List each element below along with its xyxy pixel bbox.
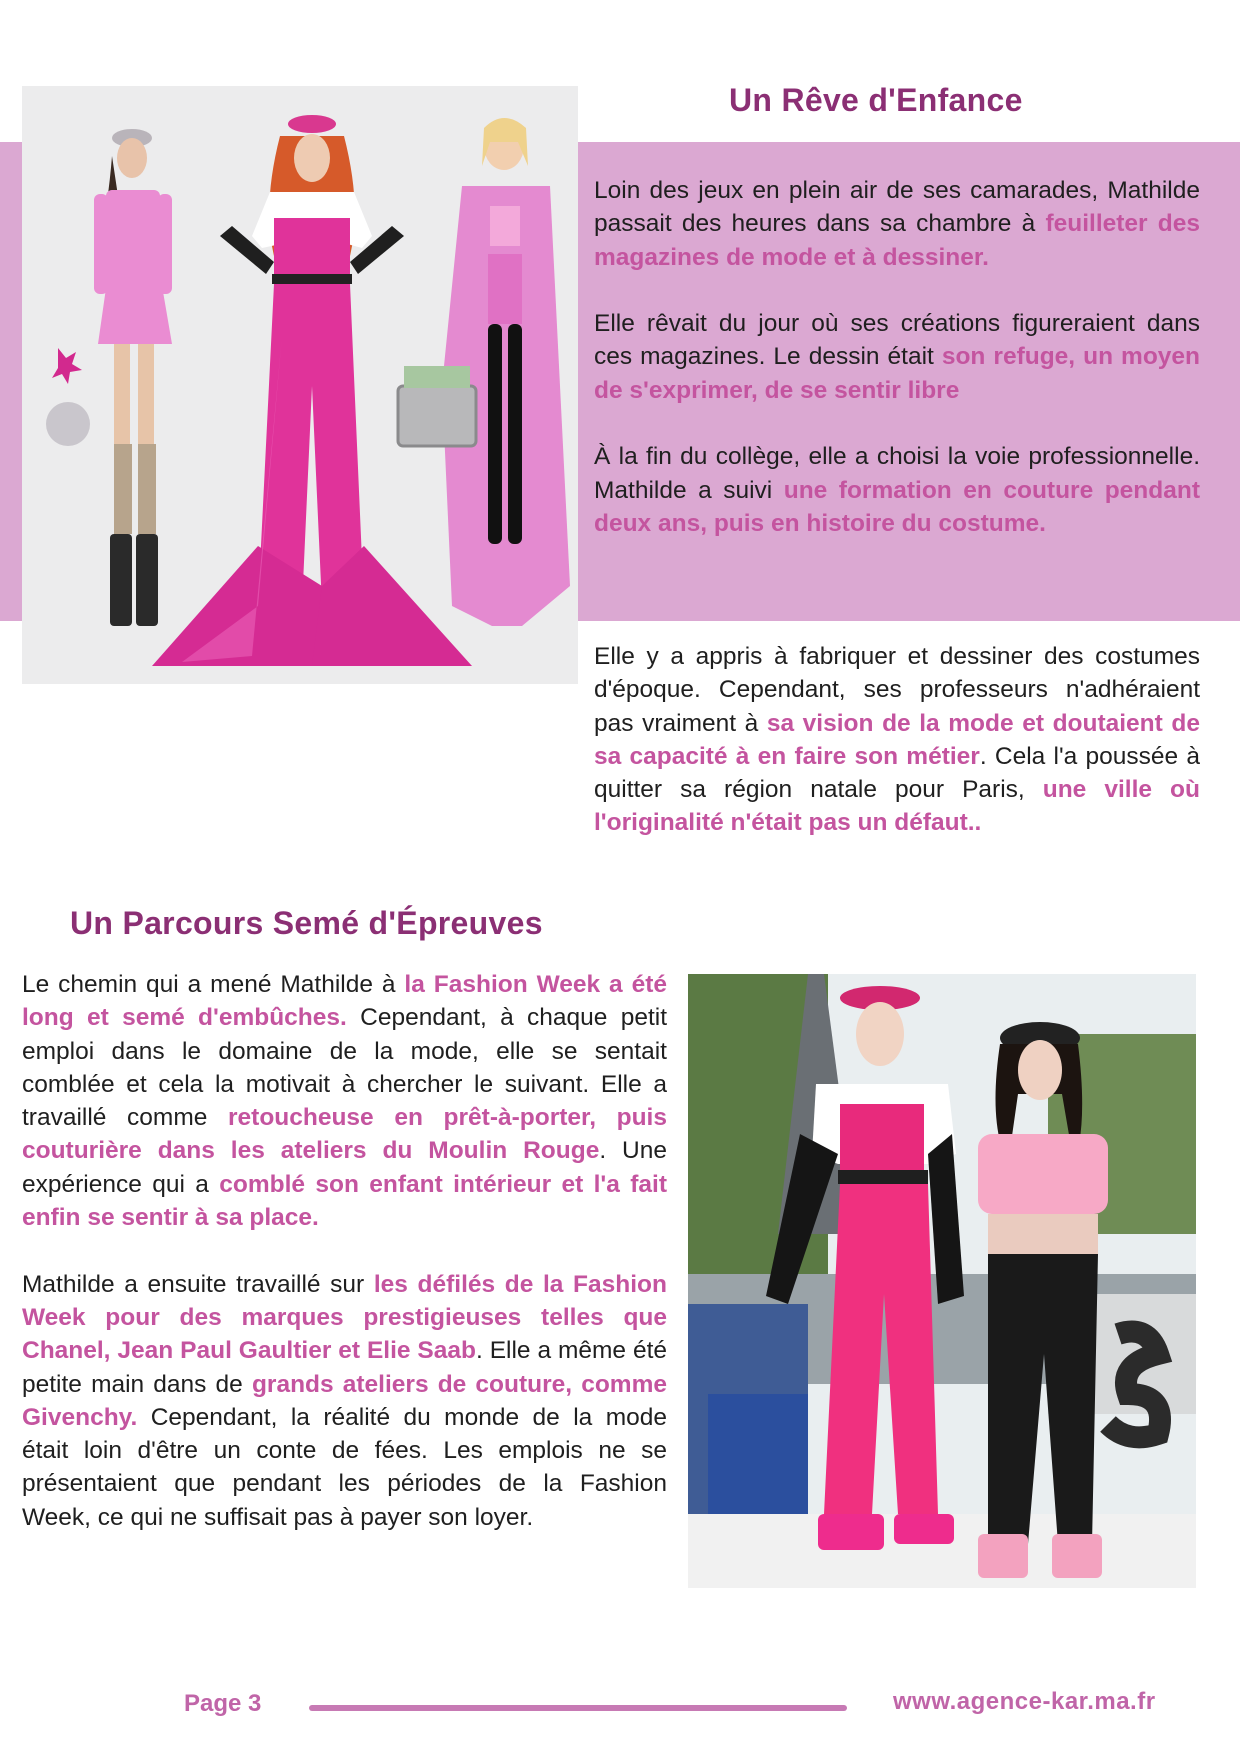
highlighted-text: une formation en couture pendant deux ans, puis en histoire du costume. [594, 476, 1200, 537]
footer-divider [309, 1705, 847, 1711]
section1-text-block-2 [594, 640, 1200, 840]
body-text: Cependant, à chaque petit emploi dans le domaine de la mode, elle se sentait comblée et cela la motivait à chercher le suivant. Elle a travaillé comme [22, 1004, 668, 1132]
highlighted-text: grands ateliers de couture, comme Givenchy. [22, 1370, 667, 1431]
section1-paragraph-1 [594, 174, 1200, 274]
highlighted-text: la Fashion Week a été long et semé d'embûches. [22, 971, 667, 1032]
highlighted-text: retoucheuse en prêt-à-porter, puis couturière dans les ateliers du Moulin Rouge [22, 1104, 667, 1165]
body-text: Mathilde a ensuite travaillé sur [22, 1270, 374, 1298]
body-text: . Elle a même été petite main dans de [22, 1337, 667, 1398]
highlighted-text: sa vision de la mode et doutaient de sa capacité à en faire son métier [594, 709, 1200, 770]
highlighted-text: les défilés de la Fashion Week pour des marques prestigieuses telles que Chanel, Jean Paul Gaultier et Elie Saab [22, 1270, 667, 1365]
body-text: À la fin du collège, elle a choisi la voie professionnelle. Mathilde a suivi [594, 443, 1200, 504]
fashion-sketch-illustration [22, 86, 578, 684]
section1-paragraph-3 [594, 440, 1200, 540]
section2-text-block [22, 968, 667, 1534]
section-title-dream: Un Rêve d'Enfance [729, 82, 1023, 118]
section2-paragraph-2 [22, 1268, 667, 1534]
section1-paragraph-4 [594, 640, 1200, 840]
section-title-journey: Un Parcours Semé d'Épreuves [70, 905, 543, 941]
body-text: Loin des jeux en plein air de ses camarades, Mathilde passait des heures dans sa chambre à [594, 177, 1200, 238]
highlighted-text: son refuge, un moyen de s'exprimer, de se sentir libre [594, 343, 1201, 404]
footer-website-link[interactable]: www.agence-kar.ma.fr [893, 1688, 1156, 1715]
highlighted-text: feuilleter des magazines de mode et à dessiner. [594, 210, 1201, 271]
body-text: Cependant, la réalité du monde de la mode était loin d'être un conte de fées. Les emplois ne se présentaient que pendant les périodes de la Fashion Week, ce qui ne suffisait pas à payer son loyer. [22, 1403, 667, 1531]
highlighted-text: comblé son enfant intérieur et l'a fait enfin se sentir à sa place. [22, 1170, 667, 1232]
section1-paragraph-2 [594, 307, 1200, 407]
body-text: . Cela l'a poussée à quitter sa région natale pour Paris, [594, 742, 1200, 804]
fashion-week-runway-photo [688, 974, 1196, 1588]
section2-paragraph-1 [22, 968, 667, 1234]
body-text: Elle rêvait du jour où ses créations figureraient dans ces magazines. Le dessin était [594, 310, 1200, 371]
section1-text-block [594, 174, 1200, 540]
page-number: Page 3 [184, 1690, 262, 1717]
body-text: . Une expérience qui a [22, 1137, 667, 1198]
body-text: Elle y a appris à fabriquer et dessiner des costumes d'époque. Cependant, ses professeurs n'adhéraient pas vraiment à [594, 643, 1200, 737]
body-text: Le chemin qui a mené Mathilde à [22, 971, 405, 998]
highlighted-text: une ville où l'originalité n'était pas un défaut.. [594, 776, 1200, 837]
